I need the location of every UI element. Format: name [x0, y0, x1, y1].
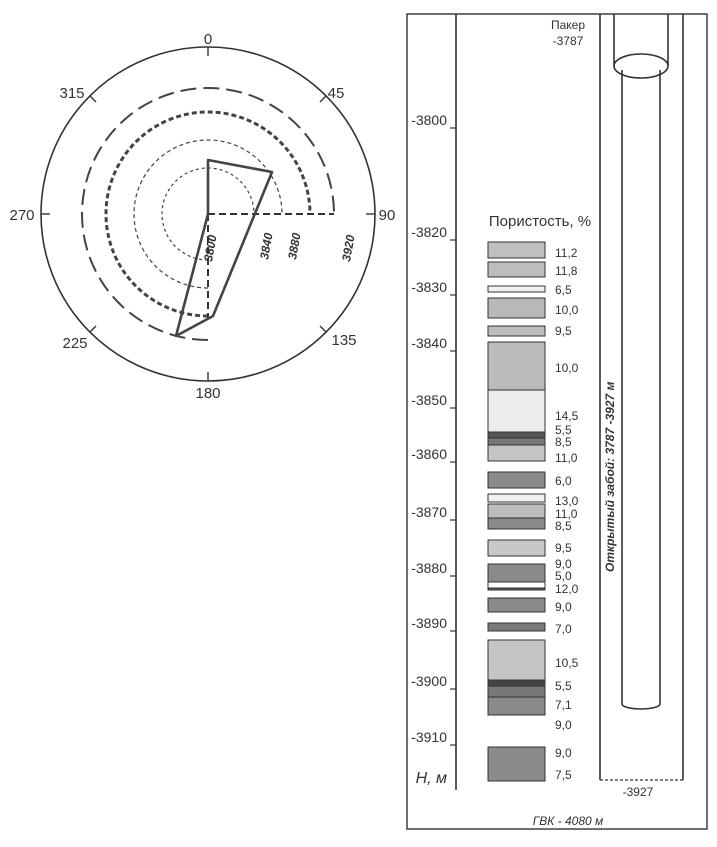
porosity-bar [488, 588, 545, 590]
porosity-bar [488, 680, 545, 686]
tick-135 [320, 326, 326, 332]
porosity-title: Пористость, % [488, 213, 592, 230]
porosity-bar [488, 598, 545, 612]
porosity-value: 9,0 [555, 557, 572, 571]
angle-label-315: 315 [59, 85, 85, 102]
depth-tick-label: -3890 [411, 615, 447, 631]
porosity-bar [488, 262, 545, 277]
porosity-value: 10,0 [555, 303, 579, 317]
porosity-bar [488, 697, 545, 715]
porosity-value: 12,0 [555, 582, 579, 596]
depth-tick-label: -3850 [411, 392, 447, 408]
tick-315 [90, 96, 96, 102]
porosity-value: 6,5 [555, 283, 572, 297]
depth-label-3800: 3800 [201, 233, 220, 263]
porosity-value: 5,5 [555, 679, 572, 693]
porosity-value: 11,2 [555, 246, 578, 260]
porosity-value: 11,0 [555, 507, 578, 521]
porosity-value: 5,5 [555, 423, 572, 437]
angle-label-180: 180 [195, 385, 221, 402]
porosity-value: 9,5 [555, 324, 572, 338]
tick-45 [320, 96, 326, 102]
depth-label-3840: 3840 [257, 231, 276, 261]
depth-tick-label: -3880 [411, 560, 447, 576]
porosity-value: 14,5 [555, 409, 579, 423]
porosity-value: 7,5 [555, 768, 572, 782]
porosity-bar [488, 298, 545, 318]
porosity-bar [488, 518, 545, 529]
angle-label-0: 0 [203, 31, 213, 48]
depth-tick-label: -3840 [411, 335, 447, 351]
angle-label-225: 225 [62, 335, 88, 352]
porosity-value: 7,0 [555, 622, 572, 636]
packer-depth: -3787 [552, 34, 584, 48]
depth-tick-label: -3800 [411, 112, 447, 128]
porosity-bar [488, 686, 545, 697]
porosity-value: 11,8 [555, 264, 578, 278]
porosity-bar [488, 390, 545, 432]
well-trajectory [176, 160, 272, 336]
depth-tick-label: -3830 [411, 279, 447, 295]
porosity-value: 10,0 [555, 361, 579, 375]
porosity-bar [488, 445, 545, 461]
porosity-value: 11,0 [555, 451, 578, 465]
tubing-string [622, 70, 660, 709]
porosity-bar [488, 342, 545, 390]
porosity-value: 10,5 [555, 656, 579, 670]
porosity-bar [488, 504, 545, 518]
porosity-value: 6,0 [555, 474, 572, 488]
angle-label-45: 45 [327, 85, 345, 102]
gwc-label: ГВК - 4080 м [532, 814, 604, 828]
porosity-track [488, 242, 579, 782]
porosity-bar [488, 582, 545, 588]
depth-label-3880: 3880 [285, 231, 304, 261]
porosity-value: 9,5 [555, 541, 572, 555]
porosity-bar [488, 623, 545, 631]
porosity-bar [488, 432, 545, 438]
porosity-bar [488, 747, 545, 781]
depth-ticks [411, 112, 456, 745]
porosity-bar [488, 438, 545, 445]
angle-label-135: 135 [331, 332, 357, 349]
depth-tick-label: -3910 [411, 729, 447, 745]
porosity-value: 9,0 [555, 746, 572, 760]
porosity-value: 9,0 [555, 600, 572, 614]
porosity-bar [488, 242, 545, 258]
porosity-bar [488, 326, 545, 336]
depth-tick-label: -3900 [411, 673, 447, 689]
porosity-bar [488, 564, 545, 582]
porosity-value: 8,5 [555, 519, 572, 533]
porosity-bar [488, 494, 545, 502]
open-hole-label: Открытый забой: 3787 -3927 м [603, 381, 617, 572]
porosity-value: 9,0 [555, 718, 572, 732]
depth-tick-label: -3820 [411, 224, 447, 240]
porosity-bar [488, 540, 545, 556]
polar-diagram [9, 31, 395, 402]
angle-label-270: 270 [9, 207, 35, 224]
porosity-bar [488, 640, 545, 680]
angle-label-90: 90 [378, 207, 396, 224]
depth-tick-label: -3870 [411, 504, 447, 520]
bottom-depth: -3927 [622, 785, 654, 799]
porosity-value: 5,0 [555, 569, 572, 583]
porosity-value: 7,1 [555, 698, 572, 712]
porosity-value: 8,5 [555, 435, 572, 449]
tick-225 [90, 326, 96, 332]
depth-label-3920: 3920 [339, 233, 358, 263]
depth-axis-label: H, м [415, 770, 447, 787]
porosity-bar [488, 472, 545, 488]
packer-label: Пакер [550, 18, 586, 32]
porosity-value: 13,0 [555, 494, 579, 508]
well-log-panel [407, 14, 707, 829]
porosity-bar [488, 286, 545, 292]
depth-tick-label: -3860 [411, 446, 447, 462]
